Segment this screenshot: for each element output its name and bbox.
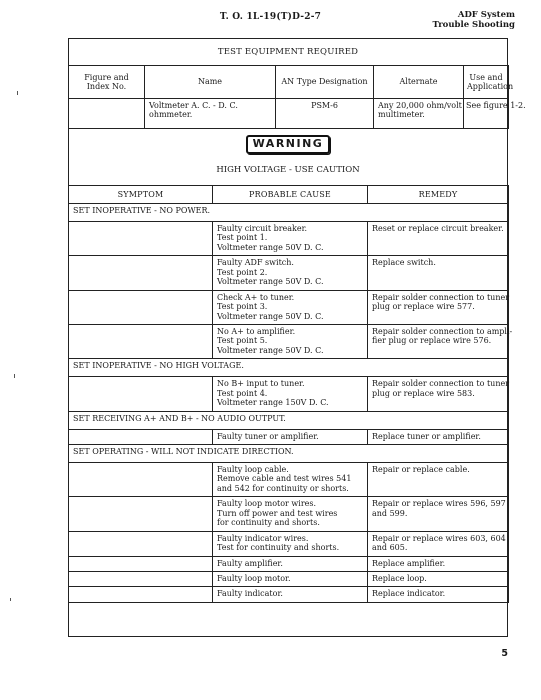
text-line: Replace loop. xyxy=(372,573,427,583)
text-line: Faulty indicator wires. xyxy=(217,533,309,543)
text-line: Voltmeter range 150V D. C. xyxy=(217,398,329,408)
text-line: and 599. xyxy=(372,508,408,518)
document-section-heading xyxy=(432,11,515,31)
cause-row xyxy=(69,571,509,586)
text-line: Remove cable and test wires 541 xyxy=(217,474,352,484)
text-line: Replace amplifier. xyxy=(372,558,446,568)
text-line: Repair solder connection to tuner xyxy=(372,379,510,389)
cause-row xyxy=(69,256,509,290)
text-line: plug or replace wire 577. xyxy=(372,302,475,312)
column-header: AN Type Designation xyxy=(276,66,374,99)
text-line: Any 20,000 ohm/volt xyxy=(378,101,462,110)
symptom-blank-cell xyxy=(69,463,213,497)
text-line: multimeter. xyxy=(378,110,425,120)
cause-header: PROBABLE CAUSE xyxy=(213,186,368,204)
equipment-row xyxy=(69,99,509,129)
margin-mark xyxy=(14,374,15,378)
cause-cell xyxy=(213,324,368,358)
text-line: Voltmeter range 50V D. C. xyxy=(217,345,324,355)
symptom-header: SYMPTOM xyxy=(69,186,213,204)
cause-row xyxy=(69,556,509,571)
remedy-cell xyxy=(368,377,509,411)
remedy-cell xyxy=(368,290,509,324)
text-line: Test point 4. xyxy=(217,388,268,398)
cause-row xyxy=(69,463,509,497)
remedy-cell xyxy=(368,556,509,571)
text-line: Faulty loop cable. xyxy=(217,465,289,474)
symptom-blank-cell xyxy=(69,531,213,556)
section-topic: Trouble Shooting xyxy=(432,19,515,30)
symptom-blank-cell xyxy=(69,429,213,444)
symptom-blank-cell xyxy=(69,256,213,290)
text-line: Test point 2. xyxy=(217,267,268,277)
text-line: Faulty indicator. xyxy=(217,589,283,599)
text-line: plug or replace wire 583. xyxy=(372,388,475,398)
symptom-cell: SET INOPERATIVE - NO HIGH VOLTAGE. xyxy=(69,359,509,377)
text-line: Reset or replace circuit breaker. xyxy=(372,224,504,233)
cause-row xyxy=(69,377,509,411)
cause-cell xyxy=(213,571,368,586)
symptom-blank-cell xyxy=(69,377,213,411)
symptom-blank-cell xyxy=(69,290,213,324)
troubleshooting-table xyxy=(68,185,513,603)
text-line: Repair or replace cable. xyxy=(372,465,470,474)
text-line: Turn off power and test wires xyxy=(217,508,338,518)
text-line: Test point 5. xyxy=(217,336,268,346)
text-line: Repair solder connection to tuner xyxy=(372,292,510,302)
margin-mark xyxy=(17,91,18,95)
section-system: ADF System xyxy=(457,10,515,20)
remedy-cell xyxy=(368,587,509,602)
page-frame xyxy=(68,38,526,637)
text-line: Test point 3. xyxy=(217,302,268,312)
remedy-cell xyxy=(368,463,509,497)
remedy-cell xyxy=(368,222,509,256)
text-line: Faulty ADF switch. xyxy=(217,258,294,268)
text-line: Check A+ to tuner. xyxy=(217,292,295,302)
text-line: Faulty loop motor wires. xyxy=(217,499,317,509)
text-line: fier plug or replace wire 576. xyxy=(372,336,492,346)
margin-mark xyxy=(10,598,11,601)
text-line: Voltmeter range 50V D. C. xyxy=(217,311,324,321)
name-cell xyxy=(145,99,276,129)
symptom-row xyxy=(69,445,509,463)
text-line: Replace switch. xyxy=(372,258,436,268)
text-line: Voltmeter range 50V D. C. xyxy=(217,242,324,252)
cause-cell xyxy=(213,463,368,497)
cause-cell xyxy=(213,556,368,571)
text-line: Faulty loop motor. xyxy=(217,573,291,583)
text-line: ohmmeter. xyxy=(149,110,193,120)
text-line: Repair or replace wires 603, 604 xyxy=(372,533,506,543)
remedy-cell xyxy=(368,497,509,531)
symptom-blank-cell xyxy=(69,587,213,602)
remedy-cell xyxy=(368,256,509,290)
text-line: Faulty tuner or amplifier. xyxy=(217,431,319,441)
symptom-blank-cell xyxy=(69,324,213,358)
an-type-cell: PSM-6 xyxy=(276,99,374,129)
symptom-row xyxy=(69,204,509,222)
text-line: for continuity and shorts. xyxy=(217,518,320,528)
text-line: Replace indicator. xyxy=(372,589,446,599)
symptom-cell: SET OPERATING - WILL NOT INDICATE DIRECTION. xyxy=(69,445,509,463)
remedy-header: REMEDY xyxy=(368,186,509,204)
column-header: Figure and Index No. xyxy=(69,66,145,99)
cause-row xyxy=(69,531,509,556)
cause-cell xyxy=(213,377,368,411)
text-line: Replace tuner or amplifier. xyxy=(372,431,481,441)
text-line: Faulty amplifier. xyxy=(217,558,283,568)
text-line: and 605. xyxy=(372,543,408,553)
cause-cell xyxy=(213,429,368,444)
cause-row xyxy=(69,587,509,602)
cause-cell xyxy=(213,587,368,602)
use-cell: See figure 1-2. xyxy=(464,99,509,129)
text-line: No B+ input to tuner. xyxy=(217,379,305,389)
cause-cell xyxy=(213,531,368,556)
symptom-row xyxy=(69,359,509,377)
text-line: Repair solder connection to ampli- xyxy=(372,326,513,336)
equipment-table xyxy=(68,65,526,129)
symptom-blank-cell xyxy=(69,497,213,531)
caution-text: HIGH VOLTAGE - USE CAUTION xyxy=(216,165,360,175)
figure-cell xyxy=(69,99,145,129)
remedy-cell xyxy=(368,571,509,586)
text-line: Voltmeter range 50V D. C. xyxy=(217,277,324,287)
cause-cell xyxy=(213,256,368,290)
column-header: Use and Application xyxy=(464,66,509,99)
alternate-cell xyxy=(374,99,464,129)
page-number: 5 xyxy=(501,648,508,659)
equipment-header-row xyxy=(69,66,509,99)
cause-cell xyxy=(213,290,368,324)
text-line: Faulty circuit breaker. xyxy=(217,224,308,233)
symptom-blank-cell xyxy=(69,222,213,256)
text-line: Test point 1. xyxy=(217,233,268,243)
cause-row xyxy=(69,497,509,531)
text-line: Test for continuity and shorts. xyxy=(217,543,340,553)
symptom-blank-cell xyxy=(69,556,213,571)
text-line: No A+ to amplifier. xyxy=(217,326,296,336)
symptom-blank-cell xyxy=(69,571,213,586)
cause-row xyxy=(69,290,509,324)
warning-label: WARNING xyxy=(246,135,331,154)
text-line: Voltmeter A. C. - D. C. xyxy=(149,101,238,110)
text-line: Repair or replace wires 596, 597 xyxy=(372,499,506,509)
cause-row xyxy=(69,222,509,256)
cause-cell xyxy=(213,497,368,531)
column-header: Name xyxy=(145,66,276,99)
cause-row xyxy=(69,429,509,444)
remedy-cell xyxy=(368,324,513,358)
remedy-cell xyxy=(368,429,509,444)
troubleshooting-header-row xyxy=(69,186,509,204)
column-header: Alternate xyxy=(374,66,464,99)
cause-cell xyxy=(213,222,368,256)
document-number: T. O. 1L-19(T)D-2-7 xyxy=(219,12,322,22)
symptom-cell: SET RECEIVING A+ AND B+ - NO AUDIO OUTPUT. xyxy=(69,411,509,429)
symptom-cell: SET INOPERATIVE - NO POWER. xyxy=(69,204,509,222)
symptom-row xyxy=(69,411,509,429)
remedy-cell xyxy=(368,531,509,556)
cause-row xyxy=(69,324,509,358)
text-line: and 542 for continuity or shorts. xyxy=(217,483,349,493)
equipment-title: TEST EQUIPMENT REQUIRED xyxy=(217,47,359,57)
